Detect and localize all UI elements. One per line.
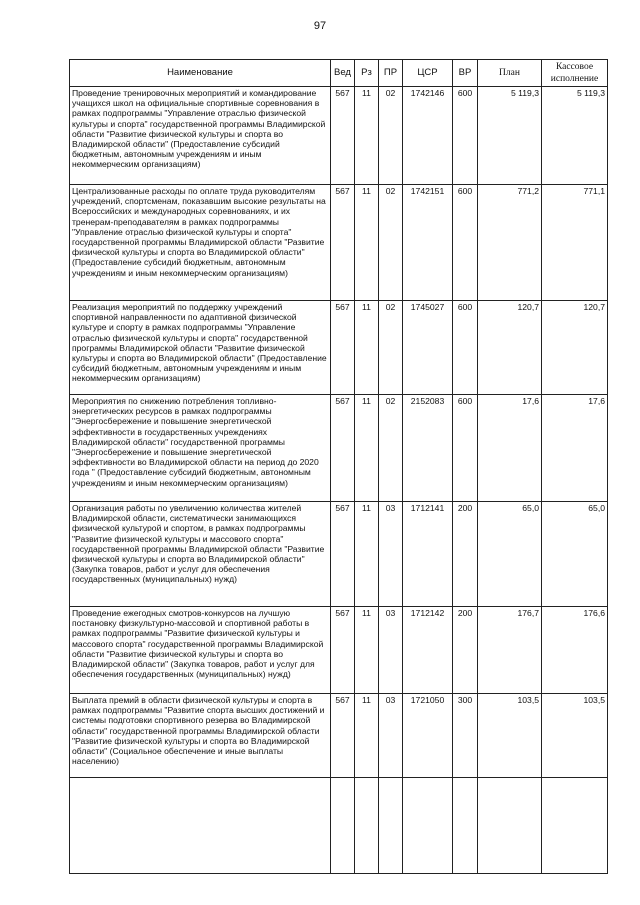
cell-ved: 567 [331, 395, 355, 502]
cell-pr: 02 [379, 185, 403, 301]
cell-name: Проведение ежегодных смотров-конкурсов на лучшую постановку физкультурно-массовой и спортивной работы в рамках подпрограммы "Развитие физической культуры и массового спорта" государственной программы Владимирской области "Развитие физической культуры и спорта во Владимирской области" (Закупка товаров, работ и услуг для обеспечения государственных (муниципальных) нужд) [70, 607, 331, 694]
cell-csr: 1721050 [403, 694, 453, 778]
cell-kassa: 17,6 [542, 395, 608, 502]
cell-plan: 5 119,3 [478, 87, 542, 185]
cell-csr: 1712141 [403, 502, 453, 607]
cell-plan: 65,0 [478, 502, 542, 607]
table-row [70, 185, 608, 301]
cell-pr: 02 [379, 301, 403, 395]
cell-name: Мероприятия по снижению потребления топливно-энергетических ресурсов в рамках подпрограммы "Энергосбережение и повышение энергетической эффективности в государственных учреждениях Владимирской области" государственной программы "Энергосбережение и повышение энергетической эффективности во Владимирской области на период до 2020 года " (Предоставление субсидий бюджетным, автономным учреждениям и иным некоммерческим организациям) [70, 395, 331, 502]
cell-ved: 567 [331, 502, 355, 607]
cell-rz: 11 [355, 502, 379, 607]
empty-cell [379, 778, 403, 874]
cell-plan: 176,7 [478, 607, 542, 694]
empty-cell [331, 778, 355, 874]
table-row [70, 607, 608, 694]
cell-kassa: 103,5 [542, 694, 608, 778]
cell-ved: 567 [331, 694, 355, 778]
cell-kassa: 65,0 [542, 502, 608, 607]
table-row [70, 395, 608, 502]
empty-cell [70, 778, 331, 874]
budget-table [69, 59, 608, 874]
cell-vr: 200 [453, 607, 478, 694]
empty-cell [542, 778, 608, 874]
cell-plan: 771,2 [478, 185, 542, 301]
empty-cell [355, 778, 379, 874]
cell-csr: 1745027 [403, 301, 453, 395]
cell-rz: 11 [355, 607, 379, 694]
cell-ved: 567 [331, 87, 355, 185]
cell-kassa: 176,6 [542, 607, 608, 694]
header-plan: План [478, 60, 542, 87]
table-row-empty [70, 778, 608, 874]
cell-name: Выплата премий в области физической культуры и спорта в рамках подпрограммы "Развитие спорта высших достижений и системы подготовки спортивного резерва во Владимирской области" государственной программы Владимирской области "Развитие физической культуры и спорта во Владимирской области" (Социальное обеспечение и иные выплаты населению) [70, 694, 331, 778]
cell-kassa: 771,1 [542, 185, 608, 301]
cell-rz: 11 [355, 87, 379, 185]
header-kassa: Кассовое исполнение [542, 60, 608, 87]
empty-cell [403, 778, 453, 874]
cell-csr: 1712142 [403, 607, 453, 694]
cell-plan: 120,7 [478, 301, 542, 395]
cell-ved: 567 [331, 607, 355, 694]
cell-plan: 103,5 [478, 694, 542, 778]
cell-vr: 600 [453, 185, 478, 301]
cell-rz: 11 [355, 694, 379, 778]
header-csr: ЦСР [403, 60, 453, 87]
cell-ved: 567 [331, 301, 355, 395]
cell-vr: 600 [453, 87, 478, 185]
table-row [70, 502, 608, 607]
cell-name: Организация работы по увеличению количества жителей Владимирской области, систематически занимающихся физической культурой и спортом, в рамках подпрограммы "Развитие физической культуры и массового спорта" государственной программы Владимирской области "Развитие физической культуры и спорта во Владимирской области" (Закупка товаров, работ и услуг для обеспечения государственных (муниципальных) нужд) [70, 502, 331, 607]
cell-name: Реализация мероприятий по поддержку учреждений спортивной направленности по адаптивной физической культуре и спорту в рамках подпрограммы "Управление отраслью физической культуры и спорта" государственной программы Владимирской области "Развитие физической культуры и спорта во Владимирской области" (Предоставление субсидий бюджетным, автономным учреждениям и иным некоммерческим организациям) [70, 301, 331, 395]
cell-pr: 03 [379, 694, 403, 778]
cell-kassa: 120,7 [542, 301, 608, 395]
cell-csr: 1742146 [403, 87, 453, 185]
cell-vr: 600 [453, 301, 478, 395]
header-name: Наименование [70, 60, 331, 87]
header-pr: ПР [379, 60, 403, 87]
cell-vr: 200 [453, 502, 478, 607]
cell-plan: 17,6 [478, 395, 542, 502]
cell-name: Проведение тренировочных мероприятий и командирование учащихся школ на официальные спортивные соревнования в рамках подпрограммы "Управление отраслью физической культуры и спорта" государственной программы Владимирской области "Развитие физической культуры и спорта во Владимирской области" (Предоставление субсидий бюджетным, автономным учреждениям и иным некоммерческим организациям) [70, 87, 331, 185]
empty-cell [453, 778, 478, 874]
cell-name: Централизованные расходы по оплате труда руководителям учреждений, спортсменам, показавшим высокие результаты на Всероссийских и международных соревнованиях, и их тренерам-преподавателям в рамках подпрограммы "Управление отраслью физической культуры и спорта" государственной программы Владимирской области "Развитие физической культуры и спорта во Владимирской области" (Предоставление субсидий бюджетным, автономным учреждениям и иным некоммерческим организациям) [70, 185, 331, 301]
header-rz: Рз [355, 60, 379, 87]
cell-csr: 1742151 [403, 185, 453, 301]
table-header-row [70, 60, 608, 87]
cell-rz: 11 [355, 301, 379, 395]
table-row [70, 301, 608, 395]
cell-rz: 11 [355, 185, 379, 301]
cell-pr: 02 [379, 87, 403, 185]
header-vr: ВР [453, 60, 478, 87]
page-number: 97 [313, 20, 327, 32]
cell-vr: 600 [453, 395, 478, 502]
cell-pr: 03 [379, 607, 403, 694]
header-ved: Вед [331, 60, 355, 87]
cell-pr: 03 [379, 502, 403, 607]
cell-pr: 02 [379, 395, 403, 502]
table-row [70, 87, 608, 185]
cell-vr: 300 [453, 694, 478, 778]
cell-csr: 2152083 [403, 395, 453, 502]
cell-rz: 11 [355, 395, 379, 502]
cell-ved: 567 [331, 185, 355, 301]
cell-kassa: 5 119,3 [542, 87, 608, 185]
empty-cell [478, 778, 542, 874]
table-row [70, 694, 608, 778]
